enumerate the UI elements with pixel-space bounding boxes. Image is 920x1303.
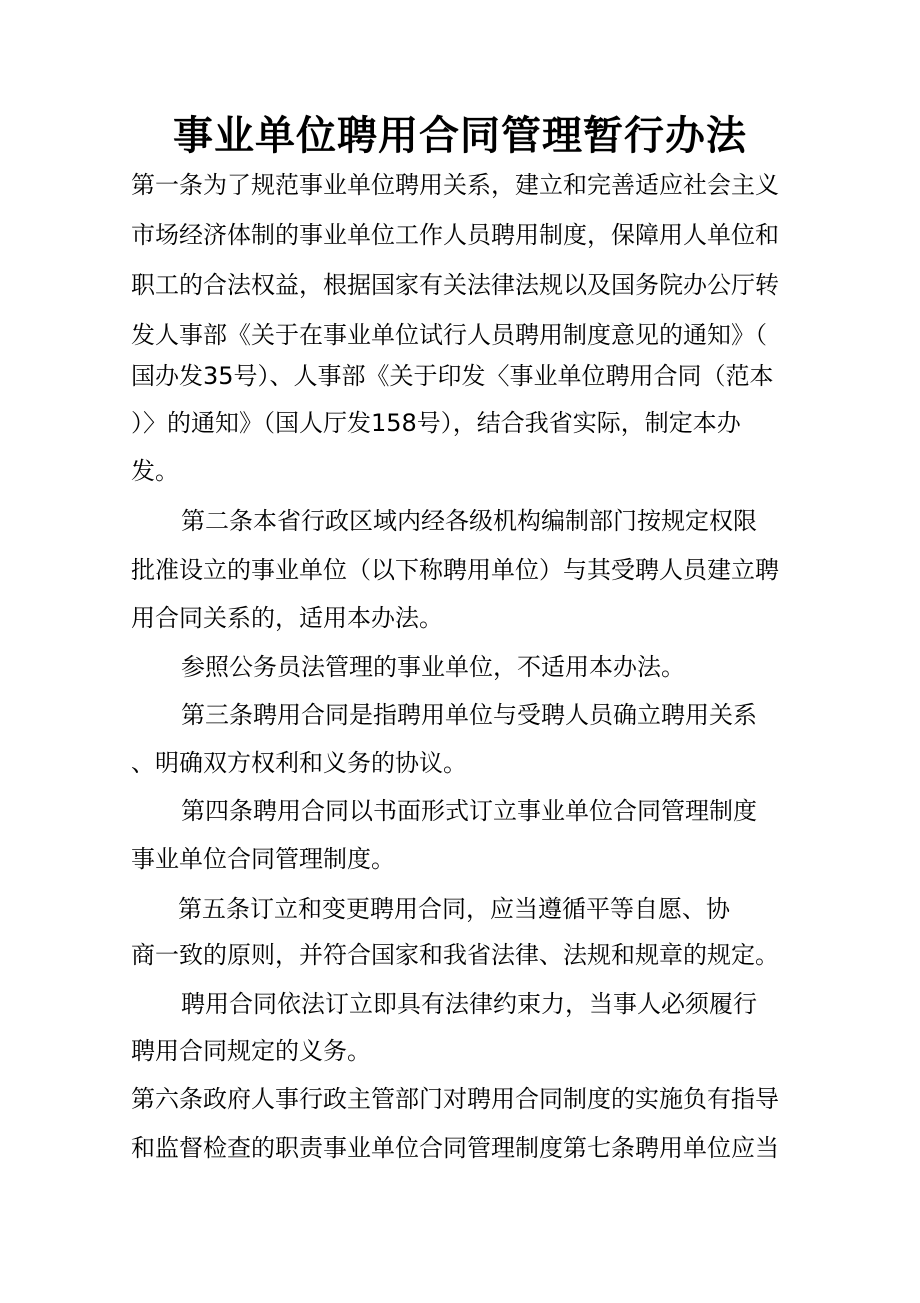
body-line: ）〉的通知》（国人厅发158号），结合我省实际，制定本办	[131, 409, 741, 437]
body-line: 事业单位合同管理制度。	[131, 845, 395, 873]
body-line: 第四条聘用合同以书面形式订立事业单位合同管理制度	[181, 797, 757, 825]
body-line: 国办发35号）、人事部《关于印发〈事业单位聘用合同（范本	[131, 362, 774, 390]
body-line: 职工的合法权益，根据国家有关法律法规以及国务院办公厅转	[131, 271, 779, 299]
document-title: 事业单位聘用合同管理暂行办法	[173, 113, 747, 159]
body-line: 聘用合同依法订立即具有法律约束力，当事人必须履行	[181, 990, 757, 1018]
body-line: 参照公务员法管理的事业单位，不适用本办法。	[181, 653, 685, 681]
body-line: 第六条政府人事行政主管部门对聘用合同制度的实施负有指导	[131, 1085, 779, 1113]
body-line: 发。	[131, 457, 179, 485]
body-line: 聘用合同规定的义务。	[131, 1037, 371, 1065]
body-line: 批准设立的事业单位（以下称聘用单位）与其受聘人员建立聘	[131, 556, 779, 584]
body-line: 商一致的原则，并符合国家和我省法律、法规和规章的规定。	[131, 941, 779, 969]
body-line: 第一条为了规范事业单位聘用关系，建立和完善适应社会主义	[131, 171, 779, 199]
body-line: 市场经济体制的事业单位工作人员聘用制度，保障用人单位和	[131, 221, 779, 249]
body-line: 用合同关系的，适用本办法。	[131, 604, 443, 632]
body-line: 发人事部《关于在事业单位试行人员聘用制度意见的通知》（	[131, 321, 767, 349]
body-line: 第二条本省行政区域内经各级机构编制部门按规定权限	[181, 507, 757, 535]
body-line: 和监督检查的职责事业单位合同管理制度第七条聘用单位应当	[131, 1134, 779, 1162]
body-line: 第五条订立和变更聘用合同，应当遵循平等自愿、协	[178, 895, 730, 923]
body-line: 第三条聘用合同是指聘用单位与受聘人员确立聘用关系	[181, 701, 757, 729]
body-line: 、明确双方权利和义务的协议。	[131, 749, 467, 777]
